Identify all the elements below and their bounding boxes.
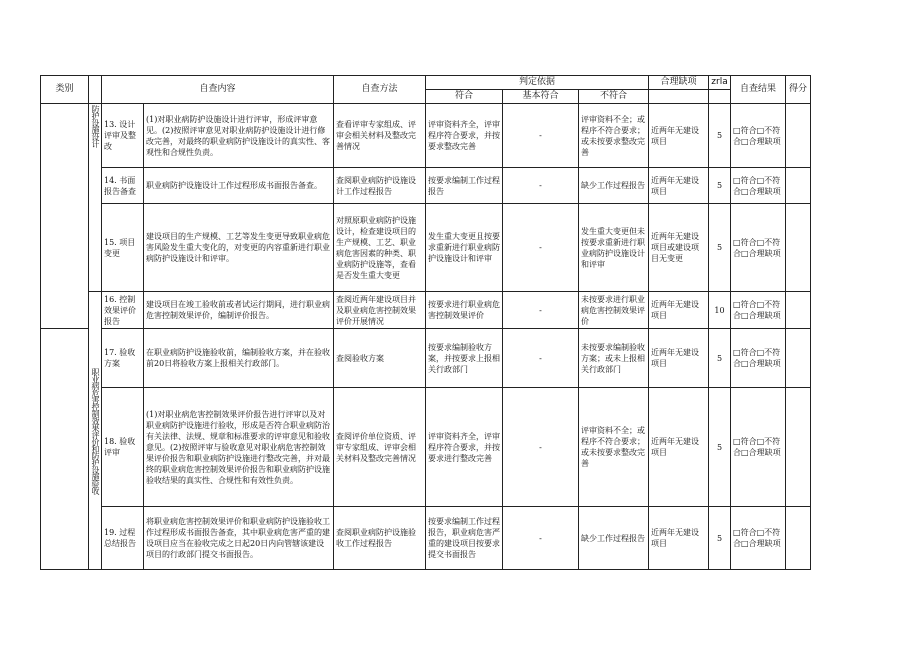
score-cell: 5 (709, 204, 731, 292)
obtained-score-cell[interactable] (786, 168, 811, 204)
method-cell: 查阅近两年建设项目并及职业病危害控制效果评价开展情况 (334, 292, 426, 329)
score-cell: 5 (709, 168, 731, 204)
header-category: 类别 (41, 76, 89, 104)
nonconform-cell: 发生重大变更但未按要求重新进行职业病防护设施设计和评审 (579, 204, 649, 292)
item-cell: 13. 设计评审及整改 (102, 104, 144, 168)
basic-conform-cell: - (503, 104, 579, 168)
content-cell: 在职业病防护设施验收前，编制验收方案，并在验收前20日将验收方案上报相关行政部门。 (144, 329, 334, 388)
basic-conform-cell: - (503, 168, 579, 204)
category-label: 职业病危害控制效果评价和防护设施验收 (91, 367, 100, 494)
score-cell: 10 (709, 292, 731, 329)
header-conform: 符合 (426, 90, 503, 104)
conform-cell: 发生重大变更且按要求重新进行职业病防护设施设计和评审 (426, 204, 503, 292)
table-row (41, 104, 811, 168)
method-cell: 查阅验收方案 (334, 329, 426, 388)
basic-conform-cell: - (503, 507, 579, 570)
category-cell (89, 104, 102, 292)
result-checkbox-cell[interactable]: □符合□不符合□合理缺项 (731, 204, 786, 292)
nonconform-cell: 未按要求进行职业病危害控制效果评价 (579, 292, 649, 329)
table-row (41, 204, 811, 292)
header-basic-conform: 基本符合 (503, 90, 579, 104)
item-cell: 15. 项目变更 (102, 204, 144, 292)
category-cell-blank (41, 104, 89, 329)
item-cell: 14. 书面报告备查 (102, 168, 144, 204)
score-cell: 5 (709, 329, 731, 388)
header-blank-b (709, 90, 731, 104)
content-cell: 建设项目在竣工验收前或者试运行期间，进行职业病危害控制效果评价，编制评价报告。 (144, 292, 334, 329)
missing-cell: 近两年无建设项目或建设项目无变更 (649, 204, 709, 292)
method-cell: 查阅评价单位资质、评审专家组成、评审会相关材料及整改完善情况 (334, 388, 426, 507)
nonconform-cell: 评审资料不全；或程序不符合要求；或未按要求整改完善 (579, 388, 649, 507)
method-cell: 查阅职业病防护设施验收工作过程报告 (334, 507, 426, 570)
header-blank-a (649, 90, 709, 104)
method-cell: 查阅职业病防护设施设计工作过程报告 (334, 168, 426, 204)
table-row (41, 507, 811, 570)
content-cell: 建设项目的生产规模、工艺等发生变更导致职业病危害风险发生重大变化的，对变更的内容重新进行职业病防护设施设计和评审。 (144, 204, 334, 292)
obtained-score-cell[interactable] (786, 104, 811, 168)
header-method: 自查方法 (334, 76, 426, 104)
item-cell: 16. 控制效果评价报告 (102, 292, 144, 329)
header-result: 自查结果 (731, 76, 786, 104)
obtained-score-cell[interactable] (786, 292, 811, 329)
item-cell: 17. 验收方案 (102, 329, 144, 388)
conform-cell: 按要求编制工作过程报告 (426, 168, 503, 204)
content-cell: (1)对职业病防护设施设计进行评审，形成评审意见。(2)按照评审意见对职业病防护设施设计进行修改完善，对最终的职业病防护设施设计的真实性、客观性和合规性负责。 (144, 104, 334, 168)
basic-conform-cell: - (503, 388, 579, 507)
conform-cell: 按要求进行职业病危害控制效果评价 (426, 292, 503, 329)
header-row-1 (41, 76, 811, 90)
content-cell: 职业病防护设施设计工作过程形成书面报告备查。 (144, 168, 334, 204)
table-row (41, 388, 811, 507)
missing-cell: 近两年无建设项目 (649, 104, 709, 168)
table-row (41, 329, 811, 388)
result-checkbox-cell[interactable]: □符合□不符合□合理缺项 (731, 292, 786, 329)
score-cell: 5 (709, 388, 731, 507)
obtained-score-cell[interactable] (786, 507, 811, 570)
self-check-table (40, 75, 811, 570)
basic-conform-cell: - (503, 292, 579, 329)
conform-cell: 按要求编制验收方案，并按要求上报相关行政部门 (426, 329, 503, 388)
header-score: 得分 (786, 76, 811, 104)
basic-conform-cell: - (503, 204, 579, 292)
table-row (41, 168, 811, 204)
result-checkbox-cell[interactable]: □符合□不符合□合理缺项 (731, 329, 786, 388)
content-cell: 将职业病危害控制效果评价和职业病防护设施验收工作过程形成书面报告备查，其中职业病危害严重的建设项目应当在验收完成之日起20日内向管辖该建设项目的行政部门提交书面报告。 (144, 507, 334, 570)
obtained-score-cell[interactable] (786, 388, 811, 507)
score-cell: 5 (709, 104, 731, 168)
nonconform-cell: 缺少工作过程报告 (579, 507, 649, 570)
nonconform-cell: 评审资料不全；或程序不符合要求；或未按要求整改完善 (579, 104, 649, 168)
conform-cell: 评审资料齐全，评审程序符合要求，并按要求进行整改完善 (426, 388, 503, 507)
header-score-col: zrla (709, 76, 731, 90)
header-nonconform: 不符合 (579, 90, 649, 104)
obtained-score-cell[interactable] (786, 329, 811, 388)
table-row (41, 292, 811, 329)
header-content: 自查内容 (102, 76, 334, 104)
item-cell: 19. 过程总结报告 (102, 507, 144, 570)
method-cell: 对照原职业病防护设施设计，检查建设项目的生产规模、工艺、职业病危害因素的种类、职业病防护设施等，查看是否发生重大变更 (334, 204, 426, 292)
missing-cell: 近两年无建设项目 (649, 168, 709, 204)
result-checkbox-cell[interactable]: □符合□不符合□合理缺项 (731, 507, 786, 570)
item-cell: 18. 验收评审 (102, 388, 144, 507)
result-checkbox-cell[interactable]: □符合□不符合□合理缺项 (731, 104, 786, 168)
method-cell: 查看评审专家组成、评审会相关材料及整改完善情况 (334, 104, 426, 168)
header-reasonable-missing: 合理缺项 (649, 76, 709, 90)
missing-cell: 近两年无建设项目 (649, 329, 709, 388)
header-sub-blank (89, 76, 102, 104)
conform-cell: 按要求编制工作过程报告，职业病危害严重的建设项目按要求提交书面报告 (426, 507, 503, 570)
missing-cell: 近两年无建设项目 (649, 388, 709, 507)
nonconform-cell: 未按要求编制验收方案；或未上报相关行政部门 (579, 329, 649, 388)
obtained-score-cell[interactable] (786, 204, 811, 292)
conform-cell: 评审资料齐全，评审程序符合要求，并按要求整改完善 (426, 104, 503, 168)
basic-conform-cell: - (503, 329, 579, 388)
category-cell (89, 292, 102, 570)
missing-cell: 近两年无建设项目 (649, 292, 709, 329)
content-cell: (1)对职业病危害控制效果评价报告进行评审以及对职业病防护设施进行验收，形成是否符合职业病防治有关法律、法规、规章和标准要求的评审意见和验收意见。(2)按照评审与验收意见对职业病危害控制效果评价报告和职业病防护设施进行整改完善，并对最终的职业病危害控制效果评价报告和职业病防护设施验收结果的真实性、合规性和有效性负责。 (144, 388, 334, 507)
category-cell-blank (41, 329, 89, 570)
category-label: 防护设施设计 (91, 105, 100, 147)
result-checkbox-cell[interactable]: □符合□不符合□合理缺项 (731, 388, 786, 507)
result-checkbox-cell[interactable]: □符合□不符合□合理缺项 (731, 168, 786, 204)
score-cell: 5 (709, 507, 731, 570)
nonconform-cell: 缺少工作过程报告 (579, 168, 649, 204)
header-basis: 判定依据 (426, 76, 649, 90)
missing-cell: 近两年无建设项目 (649, 507, 709, 570)
